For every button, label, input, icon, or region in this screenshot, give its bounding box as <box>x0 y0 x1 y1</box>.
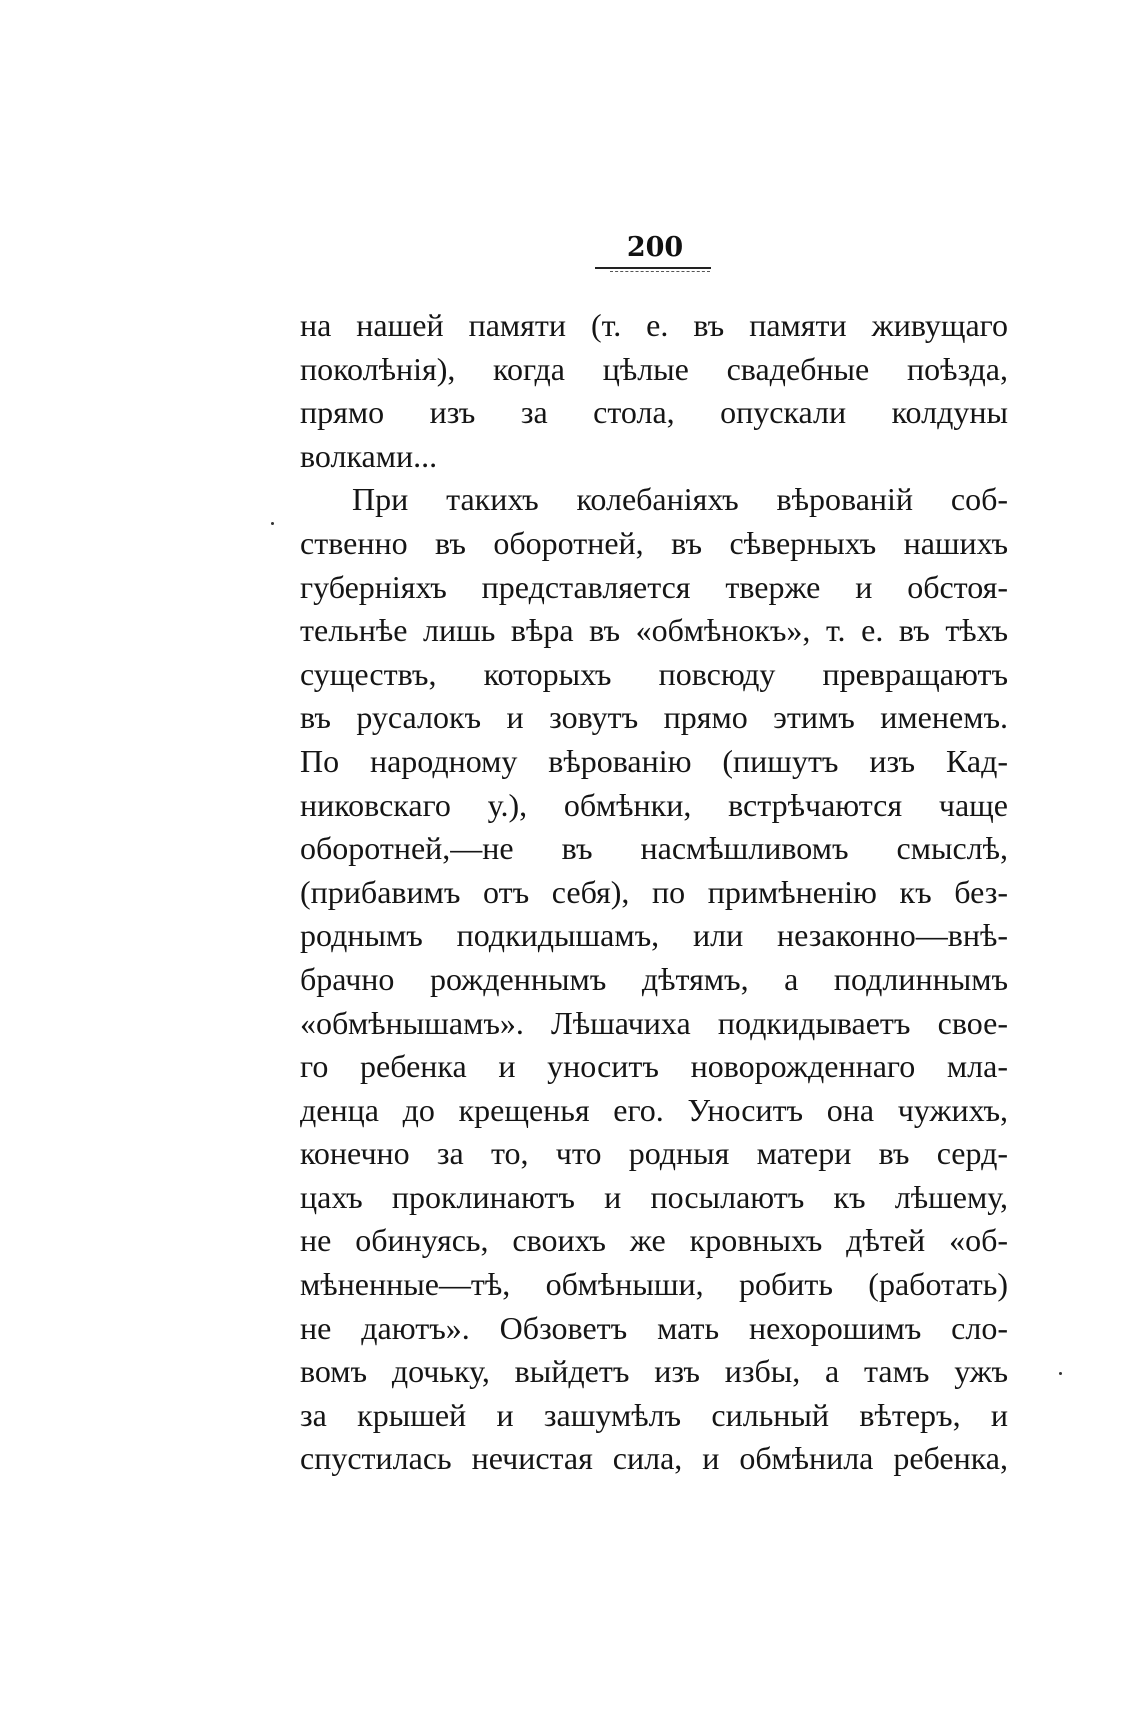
text-line: на нашей памяти (т. е. въ памяти живущаго <box>300 307 1008 343</box>
text-line: не обинуясь, своихъ же кровныхъ дѣтей «об- <box>300 1222 1008 1259</box>
text-line: цахъ проклинаютъ и посылаютъ къ лѣшему, <box>300 1178 1008 1215</box>
text-line: го ребенка и уноситъ новорожденнаго мла- <box>300 1048 1008 1085</box>
text-line: денца до крещенья его. Уноситъ она чужихъ, <box>300 1091 1008 1128</box>
body-text <box>300 304 1008 1481</box>
print-speck <box>271 522 274 525</box>
text-line: брачно рожденнымъ дѣтямъ, а подлиннымъ <box>300 960 1008 997</box>
text-line: конечно за то, что родныя матери въ серд- <box>300 1135 1008 1172</box>
text-line: мѣненные—тѣ, обмѣныши, робить (работать) <box>300 1266 1008 1303</box>
text-line: за крышей и зашумѣлъ сильный вѣтеръ, и <box>300 1396 1008 1433</box>
print-speck <box>1059 1372 1062 1375</box>
text-line: «обмѣнышамъ». Лѣшачиха подкидываетъ свое- <box>300 1004 1008 1041</box>
text-line: не даютъ». Обзоветъ мать нехорошимъ сло- <box>300 1309 1008 1346</box>
text-line: въ русалокъ и зовутъ прямо этимъ именемъ. <box>300 699 1008 736</box>
text-line: вомъ дочьку, выйдетъ изъ избы, а тамъ ужъ <box>300 1353 1008 1390</box>
text-line: спустилась нечистая сила, и обмѣнила ребенка, <box>300 1440 1008 1477</box>
page-number-rule-dashes <box>610 271 710 272</box>
paragraph-first-line: При такихъ колебаніяхъ вѣрованій соб- <box>352 481 1008 518</box>
text-line: существъ, которыхъ повсюду превращаютъ <box>300 655 1008 692</box>
text-line: прямо изъ за стола, опускали колдуны <box>300 394 1008 431</box>
text-line: никовскаго у.), обмѣнки, встрѣчаются чаще <box>300 786 1008 823</box>
text-line: По народному вѣрованію (пишутъ изъ Кад- <box>300 742 1008 779</box>
page-number-rule <box>595 267 711 269</box>
text-line: тельнѣе лишь вѣра въ «обмѣнокъ», т. е. въ тѣхъ <box>300 612 1008 649</box>
text-line: роднымъ подкидышамъ, или незаконно—внѣ- <box>300 917 1008 954</box>
text-line: волками... <box>300 437 438 474</box>
text-line: ственно въ оборотней, въ сѣверныхъ нашихъ <box>300 524 1008 561</box>
text-line: (прибавимъ отъ себя), по примѣненію къ без- <box>300 873 1008 910</box>
text-line: губерніяхъ представляется тверже и обстоя- <box>300 568 1008 605</box>
page-number: 200 <box>626 232 684 263</box>
text-line: поколѣнія), когда цѣлые свадебные поѣзда, <box>300 350 1008 387</box>
text-line: оборотней,—не въ насмѣшливомъ смыслѣ, <box>300 830 1008 867</box>
